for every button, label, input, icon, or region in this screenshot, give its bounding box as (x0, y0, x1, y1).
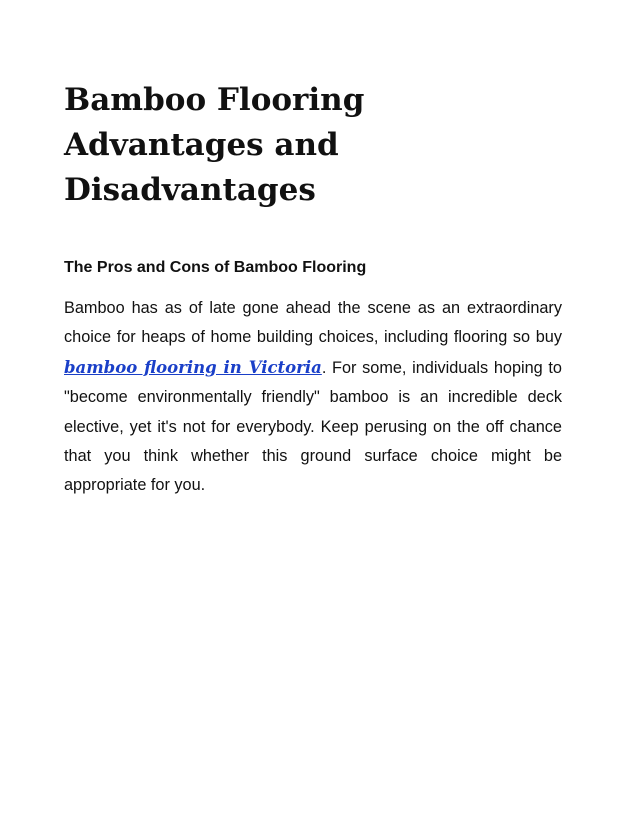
body-paragraph (64, 294, 562, 501)
paragraph-text-after-link: . For some, individuals hoping to "become environmentally friendly" bamboo is an incredible deck elective, yet it's not for everybody. Keep perusing on the off chance that you think whether this ground surface choice might be appropriate for you. (64, 358, 562, 495)
document-title: Bamboo Flooring Advantages and Disadvantages (64, 82, 365, 208)
paragraph-text-before-link: Bamboo has as of late gone ahead the scene as an extraordinary choice for heaps of home building choices, including flooring so buy (64, 299, 562, 347)
bamboo-flooring-link[interactable]: bamboo flooring in Victoria (64, 357, 322, 377)
section-heading: The Pros and Cons of Bamboo Flooring (64, 259, 367, 276)
